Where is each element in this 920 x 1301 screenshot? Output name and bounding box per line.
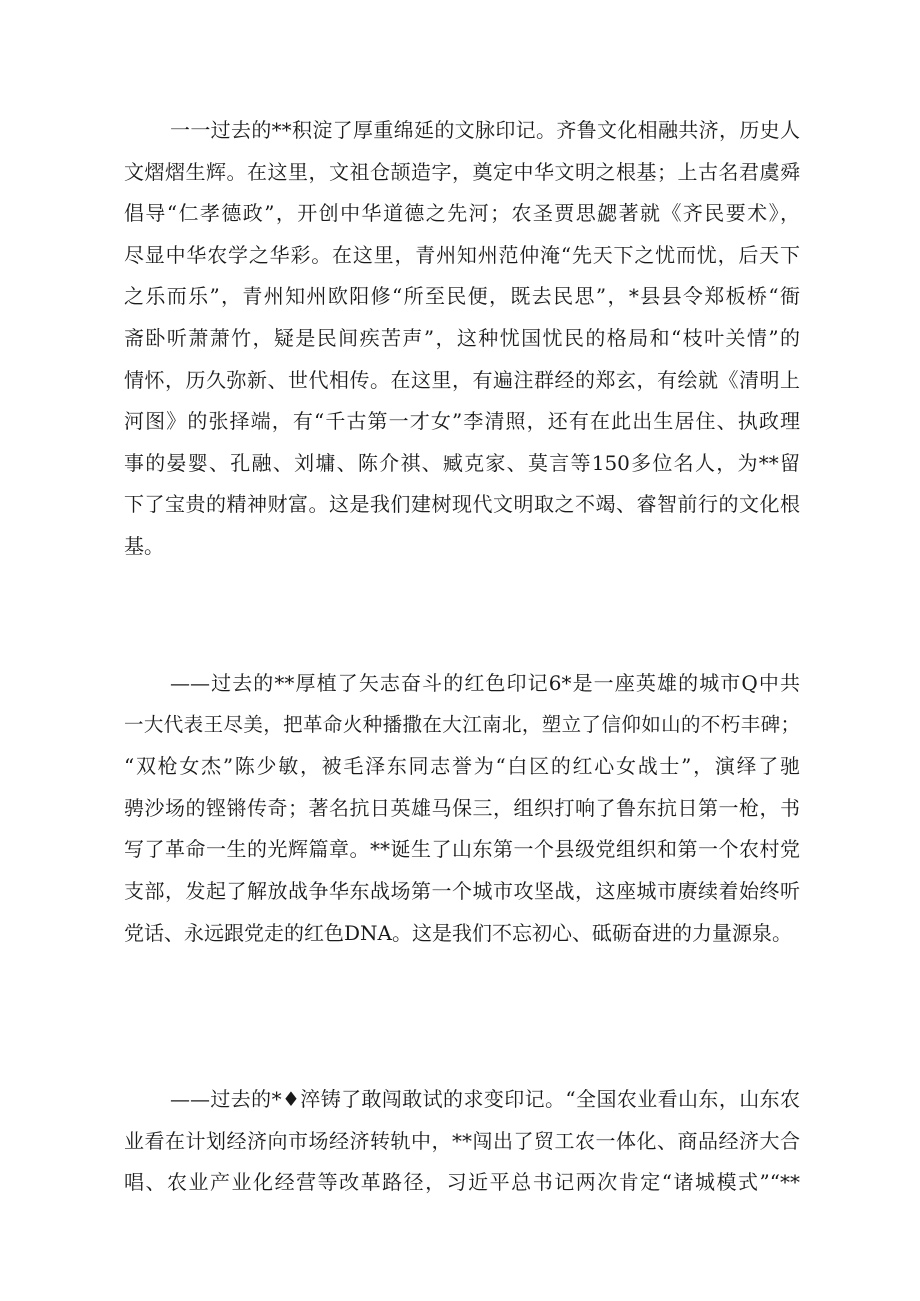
text-line: 支部，发起了解放战争华东战场第一个城市攻坚战，这座城市赓续着始终听 xyxy=(124,879,800,903)
text-line: ——过去的*♦淬铸了敢闯敢试的求变印记。“全国农业看山东，山东农 xyxy=(170,1087,800,1111)
text-line: 文熠熠生辉。在这里，文祖仓颉造字，奠定中华文明之根基；上古名君虞舜 xyxy=(124,159,800,184)
text-line: 一大代表王尽美，把革命火种播撒在大江南北，塑立了信仰如山的不朽丰碑； xyxy=(124,712,800,736)
text-line: 斋卧听萧萧竹，疑是民间疾苦声”，这种忧国忧民的格局和“枝叶关情”的 xyxy=(124,326,800,350)
text-line: “双枪女杰”陈少敏，被毛泽东同志誉为“白区的红心女战士”，演绎了驰 xyxy=(124,754,800,779)
text-line: 唱、农业产业化经营等改革路径，习近平总书记两次肯定“诸城模式”“** xyxy=(124,1170,800,1195)
text-line: 业看在计划经济向市场经济转轨中，**闯出了贸工农一体化、商品经济大合 xyxy=(124,1128,800,1153)
text-line: 基。 xyxy=(124,534,164,558)
text-line: 情怀，历久弥新、世代相传。在这里，有遍注群经的郑玄，有绘就《清明上 xyxy=(124,367,800,392)
text-line: ——过去的**厚植了矢志奋斗的红色印记6*是一座英雄的城市Q中共 xyxy=(170,671,800,695)
text-line: 骋沙场的铿锵传奇；著名抗日英雄马保三，组织打响了鲁东抗日第一枪，书 xyxy=(124,795,800,820)
text-line: 河图》的张择端，有“千古第一才女”李清照，还有在此出生居住、执政理 xyxy=(124,409,800,434)
text-line: 写了革命一生的光辉篇章。**诞生了山东第一个县级党组织和第一个农村党 xyxy=(124,837,800,862)
text-line: 事的晏婴、孔融、刘墉、陈介祺、臧克家、莫言等150多位名人，为**留 xyxy=(124,450,800,475)
text-line: 下了宝贵的精神财富。这是我们建树现代文明取之不竭、睿智前行的文化根 xyxy=(124,492,800,517)
text-line: 尽显中华农学之华彩。在这里，青州知州范仲淹“先天下之忧而忧，后天下 xyxy=(124,242,800,267)
text-line: 倡导“仁孝德政”，开创中华道德之先河；农圣贾思勰著就《齐民要术》， xyxy=(124,201,800,226)
text-line: 党话、永远跟党走的红色DNA。这是我们不忘初心、砥砺奋进的力量源泉。 xyxy=(124,920,792,945)
text-line: 之乐而乐”，青州知州欧阳修“所至民便，既去民思”，*县县令郑板桥“衙 xyxy=(124,284,800,309)
text-line: 一一过去的**积淀了厚重绵延的文脉印记。齐鲁文化相融共济，历史人 xyxy=(170,118,800,142)
